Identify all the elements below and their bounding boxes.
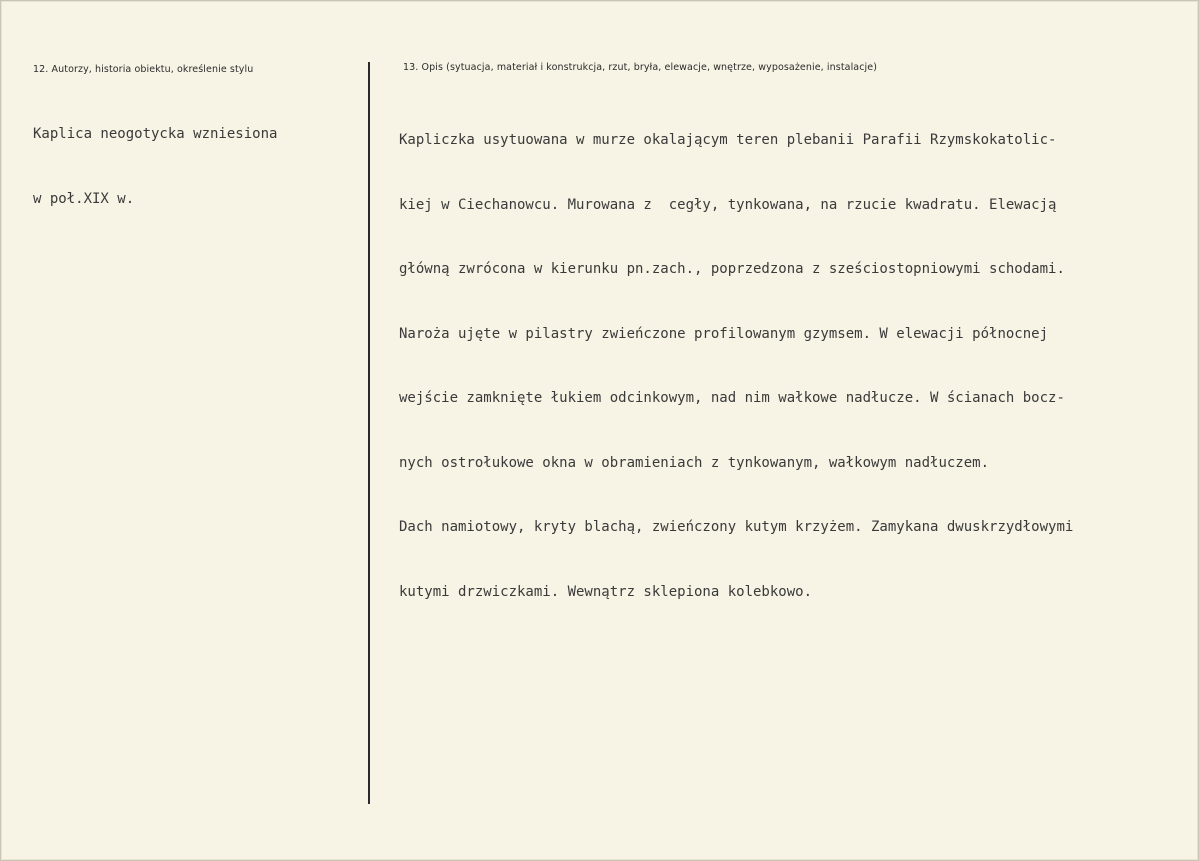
section-13-line: Dach namiotowy, kryty blachą, zwieńczony kutym krzyżem. Zamykana dwuskrzydłowymi (399, 519, 1074, 535)
section-13-line: kutymi drzwiczkami. Wewnątrz sklepiona kolebkowo. (399, 583, 813, 600)
section-13-heading: 13. Opis (sytuacja, materiał i konstrukcja, rzut, bryła, elewacje, wnętrze, wyposażenie, instalacje) (403, 62, 878, 73)
section-12-heading: 12. Autorzy, historia obiektu, określenie stylu (33, 64, 254, 75)
section-12-text (33, 81, 277, 253)
section-13-line: Naroża ujęte w pilastry zwieńczone profilowanym gzymsem. W elewacji północnej (399, 325, 1049, 342)
column-divider (368, 62, 370, 804)
section-13-line: główną zwrócona w kierunku pn.zach., poprzedzona z sześciostopniowymi schodami. (399, 261, 1065, 277)
section-13-line: kiej w Ciechanowcu. Murowana z cegły, tynkowana, na rzucie kwadratu. Elewacją (399, 196, 1057, 213)
section-13-line: Kapliczka usytuowana w murze okalającym teren plebanii Parafii Rzymskokatolic- (399, 132, 1057, 148)
section-12-line: Kaplica neogotycka wzniesiona (33, 126, 278, 142)
section-13-line: wejście zamknięte łukiem odcinkowym, nad nim wałkowe nadłucze. W ścianach bocz- (399, 390, 1065, 406)
section-12-line: w poł.XIX w. (33, 190, 135, 207)
section-13-line: nych ostrołukowe okna w obramieniach z tynkowanym, wałkowym nadłuczem. (399, 454, 990, 471)
section-13-text (399, 87, 1073, 646)
